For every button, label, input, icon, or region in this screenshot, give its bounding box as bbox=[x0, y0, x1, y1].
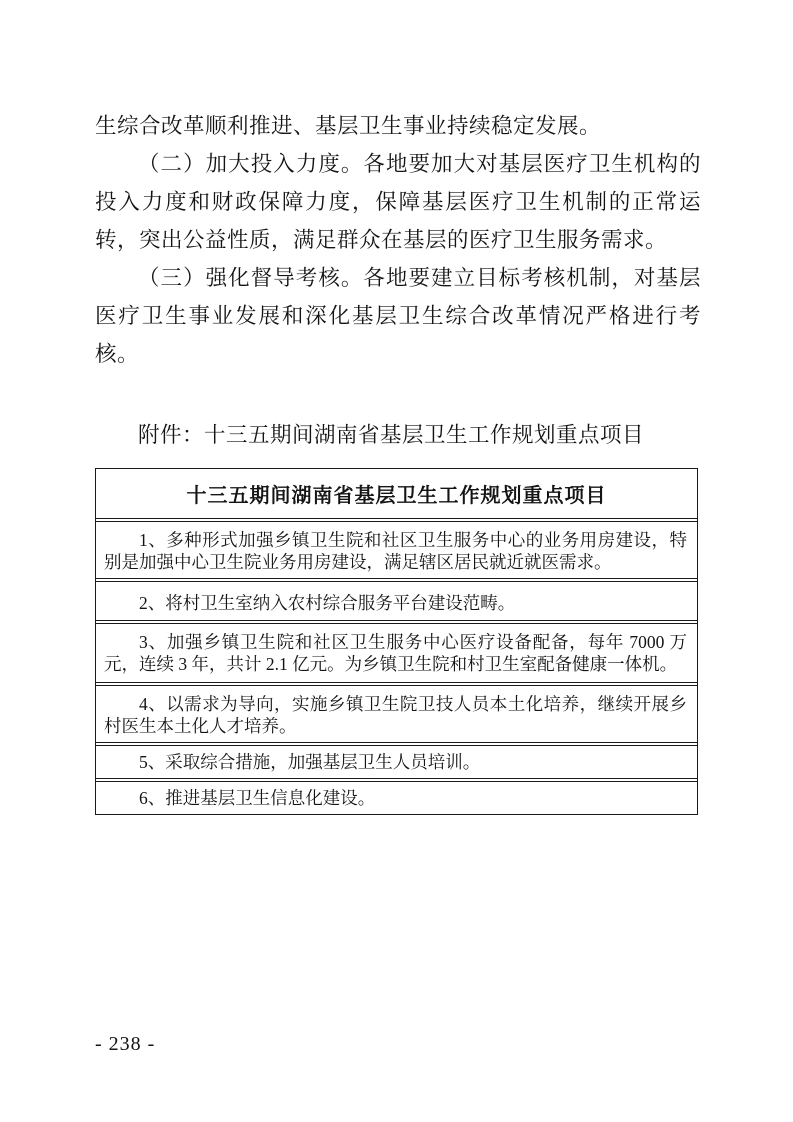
table-row-text: 4、以需求为导向，实施乡镇卫生院卫技人员本土化培养，继续开展乡村医生本土化人才培养。 bbox=[104, 694, 687, 736]
table-row bbox=[96, 581, 697, 621]
table-row-text: 5、采取综合措施，加强基层卫生人员培训。 bbox=[139, 752, 481, 772]
planning-projects-table bbox=[95, 468, 698, 815]
table-row-text: 6、推进基层卫生信息化建设。 bbox=[139, 788, 376, 808]
document-body bbox=[95, 107, 701, 815]
table-row-text: 2、将村卫生室纳入农村综合服务平台建设范畴。 bbox=[139, 593, 516, 613]
table-row bbox=[96, 623, 697, 683]
table-row bbox=[96, 745, 697, 779]
attachment-reference-line: 附件：十三五期间湖南省基层卫生工作规划重点项目 bbox=[138, 423, 645, 447]
paragraph-section-three: （三）强化督导考核。各地要建立目标考核机制，对基层医疗卫生事业发展和深化基层卫生综合改革情况严格进行考核。 bbox=[95, 266, 701, 366]
table-title: 十三五期间湖南省基层卫生工作规划重点项目 bbox=[96, 469, 697, 519]
table-row-text: 3、加强乡镇卫生院和社区卫生服务中心医疗设备配备，每年 7000 万元，连续 3 年，共计 2.1 亿元。为乡镇卫生院和村卫生室配备健康一体机。 bbox=[104, 632, 687, 674]
table-row bbox=[96, 685, 697, 743]
paragraph-section-two: （二）加大投入力度。各地要加大对基层医疗卫生机构的投入力度和财政保障力度，保障基层医疗卫生机制的正常运转，突出公益性质，满足群众在基层的医疗卫生服务需求。 bbox=[95, 152, 701, 252]
table-row bbox=[96, 781, 697, 814]
table-row-text: 1、多种形式加强乡镇卫生院和社区卫生服务中心的业务用房建设，特别是加强中心卫生院业务用房建设，满足辖区居民就近就医需求。 bbox=[104, 530, 687, 572]
table-row bbox=[96, 521, 697, 579]
page-number: - 238 - bbox=[95, 1033, 156, 1055]
paragraph-continuation: 生综合改革顺利推进、基层卫生事业持续稳定发展。 bbox=[95, 114, 602, 138]
